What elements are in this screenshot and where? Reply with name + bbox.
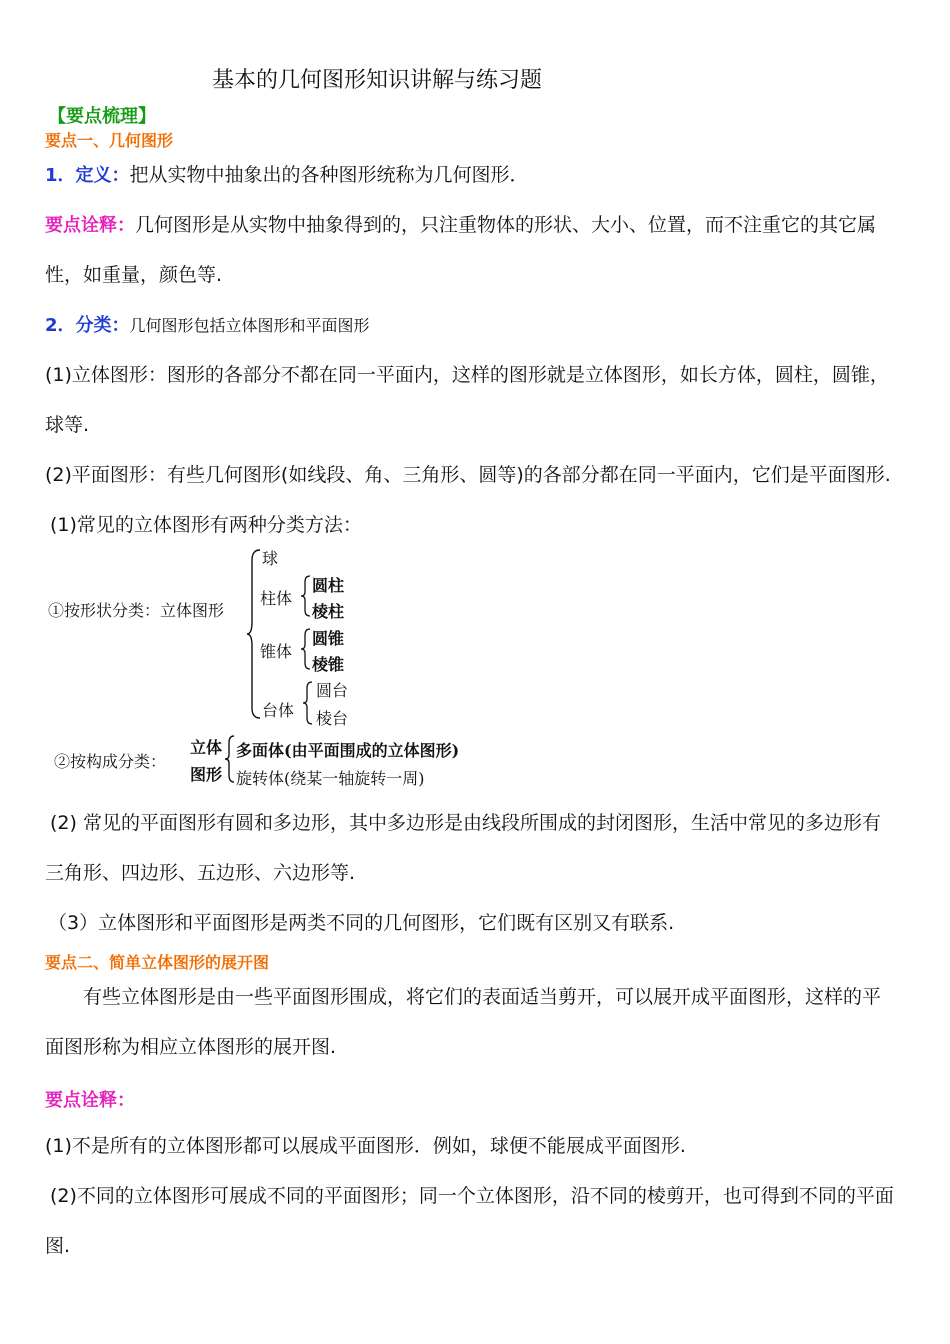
point1-heading: 要点一、几何图形 xyxy=(45,131,174,150)
point2-note-2-line2: 图. xyxy=(45,1235,71,1257)
page-title: 基本的几何图形知识讲解与练习题 xyxy=(212,68,543,93)
point2-heading: 要点二、简单立体图形的展开图 xyxy=(45,953,270,972)
classification-label: 2．分类： xyxy=(45,315,130,336)
pillar-label: 柱体 xyxy=(260,589,293,608)
frustum-round-label: 圆台 xyxy=(316,681,349,700)
rotation-label: 旋转体(绕某一轴旋转一周) xyxy=(236,769,425,788)
plane-figures-line2: 三角形、四边形、五边形、六边形等. xyxy=(45,862,356,884)
composition-brace-icon xyxy=(224,734,236,784)
definition-paragraph xyxy=(45,163,529,188)
solid-plane-relation: （3）立体图形和平面图形是两类不同的几何图形，它们既有区别又有联系. xyxy=(48,912,675,934)
point2-note-label: 要点诠释： xyxy=(45,1090,135,1111)
definition-label: 1．定义： xyxy=(45,165,130,186)
note-label: 要点诠释： xyxy=(45,215,135,236)
solid-label-bottom: 图形 xyxy=(190,765,223,784)
cylinder-label: 圆柱 xyxy=(312,576,345,595)
point2-note-1: (1)不是所有的立体图形都可以展成平面图形．例如，球便不能展成平面图形. xyxy=(45,1135,686,1157)
unfolding-text-line1: 有些立体图形是由一些平面图形围成，将它们的表面适当剪开，可以展开成平面图形，这样的平 xyxy=(83,986,882,1008)
frustum-brace-icon xyxy=(302,680,314,726)
unfolding-text-line2: 面图形称为相应立体图形的展开图. xyxy=(45,1036,337,1058)
note-text-line1: 几何图形是从实物中抽象得到的，只注重物体的形状、大小、位置，而不注重它的其它属 xyxy=(135,214,877,236)
frustum-group-label: 台体 xyxy=(262,701,295,720)
frustum-prism-label: 棱台 xyxy=(316,709,349,728)
ball-label: 球 xyxy=(262,549,279,568)
solid-definition-line1: (1)立体图形：图形的各部分不都在同一平面内，这样的图形就是立体图形，如长方体，圆柱，圆锥， xyxy=(45,364,889,386)
plane-definition: (2)平面图形：有些几何图形(如线段、角、三角形、圆等)的各部分都在同一平面内，它们是平面图形. xyxy=(45,464,891,486)
cone-label: 圆锥 xyxy=(312,629,345,648)
methods-intro: (1)常见的立体图形有两种分类方法： xyxy=(50,514,362,536)
cone-brace-icon xyxy=(300,627,312,671)
section-heading: 【要点梳理】 xyxy=(48,106,156,127)
polyhedron-label: 多面体(由平面围成的立体图形) xyxy=(236,741,460,760)
cone-group-label: 锥体 xyxy=(260,642,293,661)
plane-figures-line1: (2) 常见的平面图形有圆和多边形，其中多边形是由线段所围成的封闭图形，生活中常见的多边形有 xyxy=(50,812,881,834)
note-text-line2: 性，如重量，颜色等. xyxy=(45,264,223,286)
shape-class-label: ①按形状分类：立体图形 xyxy=(48,601,225,620)
pillar-brace-icon xyxy=(300,574,312,618)
solid-label-top: 立体 xyxy=(190,738,223,757)
main-brace-icon xyxy=(246,548,262,720)
definition-text: 把从实物中抽象出的各种图形统称为几何图形． xyxy=(129,164,529,186)
prism-label: 棱柱 xyxy=(312,602,345,621)
classification-paragraph xyxy=(45,313,370,338)
note-paragraph xyxy=(45,213,876,238)
solid-definition-line2: 球等. xyxy=(45,414,90,436)
classification-text: 几何图形包括立体图形和平面图形 xyxy=(129,316,370,335)
composition-class-label: ②按构成分类： xyxy=(54,752,167,771)
point2-note-2-line1: (2)不同的立体图形可展成不同的平面图形；同一个立体图形，沿不同的棱剪开，也可得到不同的平面 xyxy=(50,1185,894,1207)
pyramid-label: 棱锥 xyxy=(312,655,345,674)
